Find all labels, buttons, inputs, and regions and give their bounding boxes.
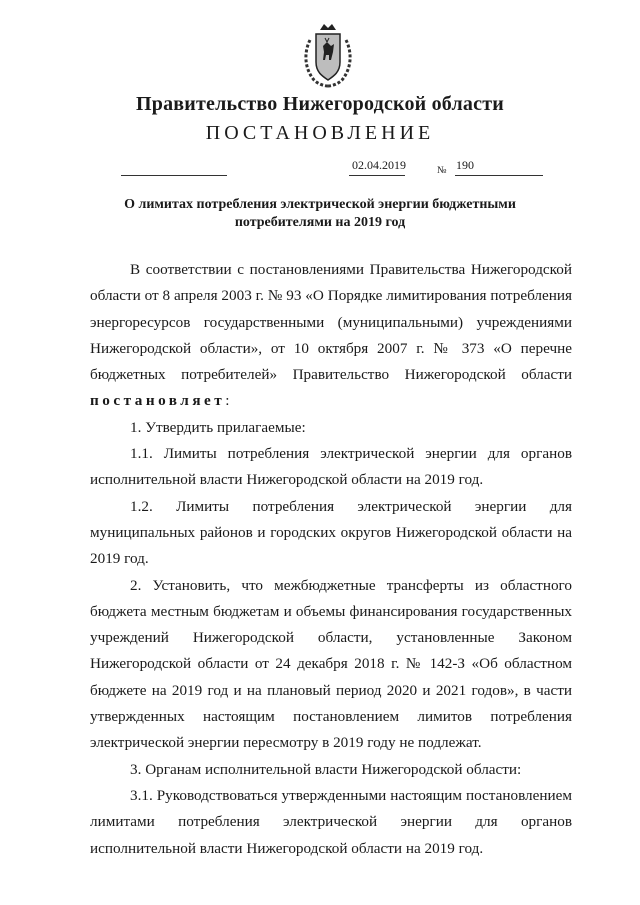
coat-of-arms-emblem	[298, 22, 358, 88]
decree-colon: :	[225, 392, 230, 410]
paragraph-1-2: 1.2. Лимиты потребления электрической энергии для муниципальных районов и городских округов Нижегородской области на 2019 год.	[90, 497, 572, 568]
paragraph-2: 2. Установить, что межбюджетные трансферты из областного бюджета местным бюджетам и объемы финансирования государственных учреждений Нижегородской области, установленные Законом Нижегородской области от 24 декабря 2018 г. № 142-З «Об областном бюджете на 2019 год и на плановый период 2020 и 2021 годов», в части утвержденных настоящим постановлением лимитов потребления электрической энергии пересмотру в 2019 году не подлежат.	[90, 576, 572, 752]
paragraph-3: 3. Органам исполнительной власти Нижегородской области:	[130, 760, 522, 778]
document-subject	[100, 196, 540, 232]
intro-text: В соответствии с постановлениями Правительства Нижегородской области от 8 апреля 2003 г. № 93 «О Порядке лимитирования потребления энергоресурсов государственными (муниципальными) учреждениями Нижегородской области», от 10 октября 2007 г. № 373 «О перечне бюджетных потребителей» Правительство Нижегородской области	[90, 261, 572, 384]
document-body	[90, 257, 572, 862]
government-title: Правительство Нижегородской области	[136, 93, 504, 115]
date-underline	[349, 175, 405, 176]
paragraph-3-1: 3.1. Руководствоваться утвержденными настоящим постановлением лимитами потребления электрической энергии для органов исполнительной власти Нижегородской области на 2019 год.	[90, 786, 572, 857]
paragraph-1-1: 1.1. Лимиты потребления электрической энергии для органов исполнительной власти Нижегородской области на 2019 год.	[90, 445, 572, 489]
blank-date-line	[121, 175, 227, 176]
paragraph-1: 1. Утвердить прилагаемые:	[130, 418, 306, 436]
subject-line-2: потребителями на 2019 год	[234, 215, 406, 230]
paragraph-intro	[90, 257, 572, 415]
document-date: 02.04.2019	[352, 158, 406, 172]
document-type-title: ПОСТАНОВЛЕНИЕ	[205, 122, 435, 144]
document-number: 190	[456, 158, 474, 172]
subject-line-1: О лимитах потребления электрической энергии бюджетными	[124, 197, 516, 212]
number-underline	[455, 175, 543, 176]
number-sign: №	[437, 165, 447, 176]
decree-word: постановляет	[90, 392, 226, 410]
